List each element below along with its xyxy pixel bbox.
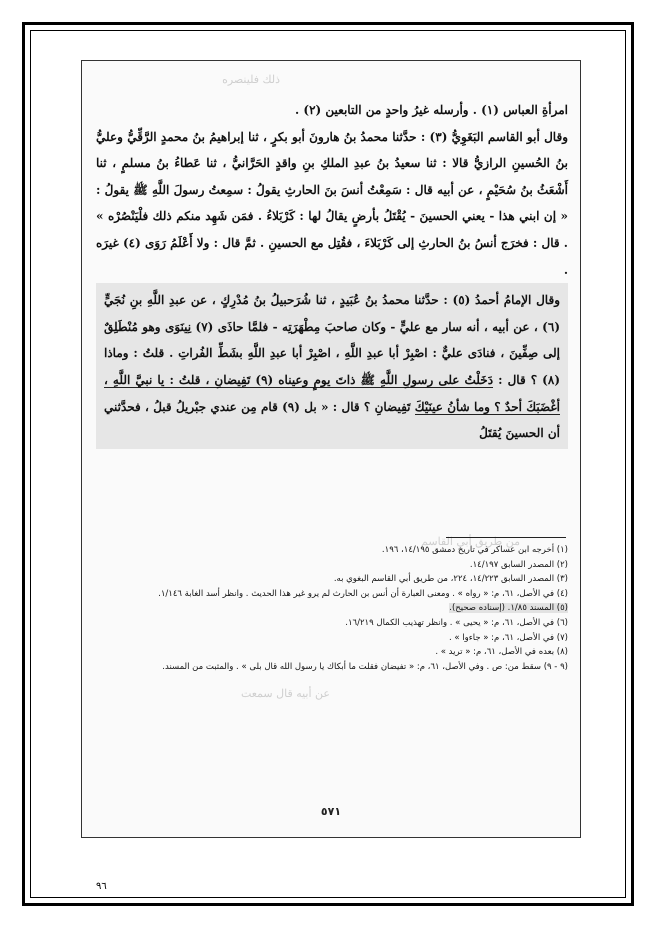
text-paragraph: امرأةِ العباس (١) . وأرسله غيرُ واحدٍ من التابعين (٢) . bbox=[295, 103, 568, 117]
bleed-through-text: من طريق أبي القاسم bbox=[421, 535, 520, 548]
footnote: (٧) في الأصل، ٦١، م: « جاءوا » . bbox=[448, 632, 568, 643]
footnote: (١) أخرجه ابن عساكر في تاريخ دمشق ١٤/١٩٥، ١٩٦. bbox=[381, 545, 568, 555]
main-text bbox=[96, 97, 568, 449]
highlighted-text: تَفِيضانِ ؟ قال : « بل (٩) قام مِن عندي جبْريلُ قبلُ ، فحدَّثني أن الحسينَ يُقتَلُ bbox=[104, 399, 560, 441]
highlighted-paragraph bbox=[96, 283, 568, 449]
footnote: (٤) في الأصل، ٦١، م: « رواه » . ومعنى العبارة أن أنس بن الحارث لم يرو غير هذا الحديث . وانظر أسد الغابة ١/١٤٦. bbox=[158, 588, 568, 599]
underlined-text: دَخَلْتُ على رسولِ اللَّهِ ﷺ ذاتَ يومٍ وعيناه (٩) تَفِيضانِ ، قلتُ : يا نبيَّ اللَّهِ ، أغْضَبَكَ أحدٌ ؟ وما شأنُ عينَيْكَ bbox=[104, 372, 560, 414]
text-paragraph: وقال أبو القاسم البَغَوِيُّ (٣) : حدَّثنا محمدُ بنُ هارونَ أبو بكرٍ ، ثنا إبراهيمُ بنُ محمدٍ الرَّقِّيُّ وعليُّ بنُ الحُسينِ الرازيُّ قالا : ثنا سعيدُ بنُ عبدِ الملكِ بنِ واقدٍ الحَرَّانيُّ ، ثنا عَطاءُ بنُ مسلمٍ ، ثنا أَشْعَثُ بنُ سُحَيْمٍ ، عن أبيه قال : سَمِعْتُ أنسَ بنَ الحارثِ يقولُ : سمِعتُ رسولَ اللَّهِ ﷺ يقولُ : « إن ابني هذا - يعني الحسينَ - يُقْتَلُ بأرضٍ يقالُ لها : كَرْبَلاءُ . فمَن شَهِد منكم ذلك فلْيَنْصُرْه » . قال : فخرَج أنسُ بنُ الحارثِ إلى كَرْبَلاءَ ، فقُتِل مع الحسينِ . ثمَّ قال : ولا أَعْلَمُ رَوَى (٤) غيرَه . bbox=[96, 129, 568, 277]
bleed-through-text: ذلك فلينصره bbox=[222, 73, 280, 86]
footnote: (٩ - ٩) سقط من: ص . وفي الأصل، ٦١، م: « تفيضان فقلت ما أبكاك يا رسول الله قال بلى » . والمثبت من المسند. bbox=[162, 661, 568, 672]
footnote: (٨) بعده في الأصل، ٦١، م: « تريد » . bbox=[435, 647, 568, 658]
footnote-separator bbox=[446, 537, 566, 538]
footnotes bbox=[96, 543, 568, 674]
footnote: (٢) المصدر السابق ١٤/١٩٧. bbox=[469, 559, 568, 570]
highlighted-text: وقال الإمامُ أحمدُ (٥) : حدَّثنا محمدُ بنُ عُبَيدٍ ، ثنا شُرَحبيلُ بنُ مُدْرِكٍ ، عن عبدِ اللَّهِ بنِ نُجَيٍّ (٦) ، عن أبيه ، أنه سار مع عليٍّ - وكان صاحبَ مِطْهَرَتِه - فلمَّا حاذَى (٧) نِينَوَى وهو مُنْطَلِقٌ إلى صِفِّينَ ، فنادَى عليٌّ : اصْبِرْ أبا عبدِ اللَّهِ ، اصْبِرْ أبا عبدِ اللَّهِ بشَطِّ الفُراتِ . قلتُ : وماذا (٨) ؟ قال : bbox=[104, 293, 560, 387]
bleed-through-text: عن أبيه قال سمعت bbox=[240, 687, 330, 700]
scanned-book-page bbox=[81, 60, 581, 838]
footnote: (٦) في الأصل، ٦١، م: « يحيى » . وانظر تهذيب الكمال ١٦/٢١٩. bbox=[345, 617, 568, 628]
footnote-highlighted bbox=[96, 601, 568, 616]
book-page-number: ٥٧١ bbox=[320, 805, 342, 818]
footnote-highlight: (٥) المسند ١/٨٥. (إسناده صحيح). bbox=[449, 603, 568, 614]
outer-page-number: ٩٦ bbox=[96, 881, 107, 892]
footnote: (٣) المصدر السابق ١٤/٢٢٣، ٢٢٤، من طريق أبي القاسم البغوي به. bbox=[333, 574, 568, 585]
